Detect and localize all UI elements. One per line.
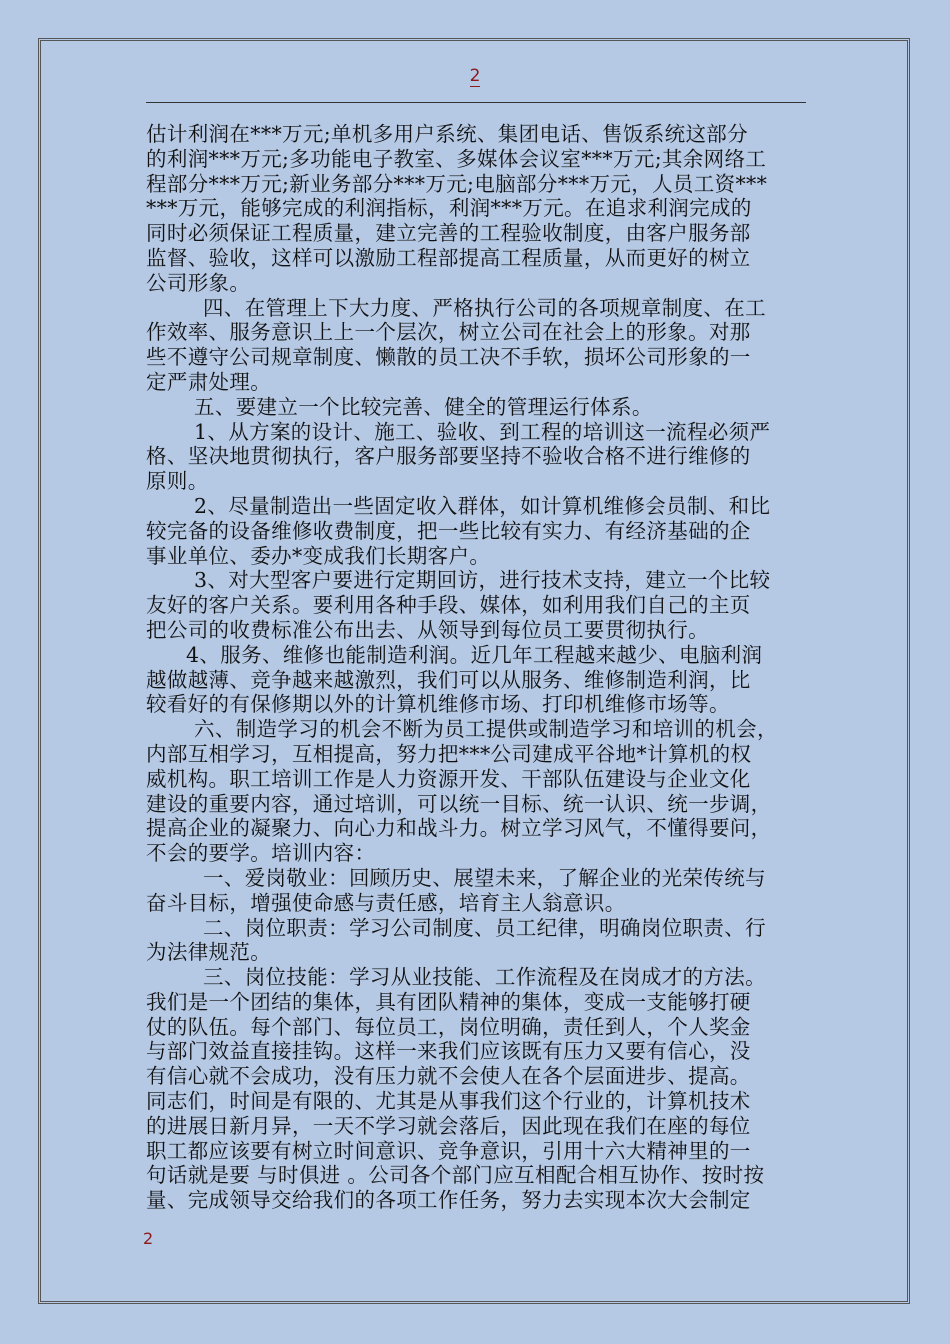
text-line: 4、服务、维修也能制造利润。近几年工程越来越少、电脑利润 xyxy=(186,642,763,667)
text-line: 有信心就不会成功，没有压力就不会使人在各个层面进步、提高。 xyxy=(146,1064,751,1089)
text-line: 与部门效益直接挂钩。这样一来我们应该既有压力又要有信心，没 xyxy=(146,1039,751,1064)
text-line: 把公司的收费标准公布出去、从领导到每位员工要贯彻执行。 xyxy=(146,617,709,642)
text-line: 些不遵守公司规章制度、懒散的员工决不手软，损坏公司形象的一 xyxy=(146,345,751,370)
text-line: 不会的要学。培训内容： xyxy=(146,841,376,866)
text-line: 的进展日新月异，一天不学习就会落后，因此现在我们在座的每位 xyxy=(146,1113,751,1138)
text-line: 定严肃处理。 xyxy=(146,369,272,394)
text-line: 监督、验收，这样可以激励工程部提高工程质量，从而更好的树立 xyxy=(146,245,751,270)
text-line: 五、要建立一个比较完善、健全的管理运行体系。 xyxy=(194,394,653,419)
text-line: 句话就是要 与时俱进 。公司各个部门应互相配合相互协作、按时按 xyxy=(146,1163,765,1188)
text-line: 威机构。职工培训工作是人力资源开发、干部队伍建设与企业文化 xyxy=(146,766,751,791)
text-line: ***万元，能够完成的利润指标，利润***万元。在追求利润完成的 xyxy=(146,196,752,221)
text-line: 1、从方案的设计、施工、验收、到工程的培训这一流程必须严 xyxy=(194,419,771,444)
text-line: 我们是一个团结的集体，具有团队精神的集体，变成一支能够打硬 xyxy=(146,989,751,1014)
text-line: 的利润***万元;多功能电子教室、多媒体会议室***万元;其余网络工 xyxy=(146,146,767,171)
text-line: 提高企业的凝聚力、向心力和战斗力。树立学习风气，不懂得要问， xyxy=(146,816,772,841)
header-rule xyxy=(146,102,806,103)
text-line: 格、坚决地贯彻执行，客户服务部要坚持不验收合格不进行维修的 xyxy=(146,444,751,469)
text-line: 2、尽量制造出一些固定收入群体，如计算机维修会员制、和比 xyxy=(194,493,771,518)
text-line: 仗的队伍。每个部门、每位员工，岗位明确，责任到人，个人奖金 xyxy=(146,1014,751,1039)
text-line: 为法律规范。 xyxy=(146,940,272,965)
text-line: 内部互相学习，互相提高，努力把***公司建成平谷地*计算机的权 xyxy=(146,741,752,766)
text-line: 公司形象。 xyxy=(146,270,251,295)
text-line: 程部分***万元;新业务部分***万元;电脑部分***万元，人员工资*** xyxy=(146,171,768,196)
text-line: 三、岗位技能：学习从业技能、工作流程及在岗成才的方法。 xyxy=(203,965,766,990)
text-line: 同时必须保证工程质量，建立完善的工程验收制度，由客户服务部 xyxy=(146,221,751,246)
text-line: 职工都应该要有树立时间意识、竞争意识，引用十六大精神里的一 xyxy=(146,1138,751,1163)
text-line: 奋斗目标，增强使命感与责任感，培育主人翁意识。 xyxy=(146,890,626,915)
text-line: 量、完成领导交给我们的各项工作任务，努力去实现本次大会制定 xyxy=(146,1188,751,1213)
document-body xyxy=(146,122,810,1213)
text-line: 作效率、服务意识上上一个层次，树立公司在社会上的形象。对那 xyxy=(146,320,751,345)
text-line: 友好的客户关系。要利用各种手段、媒体，如利用我们自己的主页 xyxy=(146,593,751,618)
text-line: 越做越薄、竞争越来越激烈，我们可以从服务、维修制造利润，比 xyxy=(146,667,751,692)
text-line: 原则。 xyxy=(146,469,209,494)
text-line: 3、对大型客户要进行定期回访，进行技术支持，建立一个比较 xyxy=(194,568,771,593)
text-line: 四、在管理上下大力度、严格执行公司的各项规章制度、在工 xyxy=(203,295,766,320)
text-line: 建设的重要内容，通过培训，可以统一目标、统一认识、统一步调， xyxy=(146,791,772,816)
text-line: 较完备的设备维修收费制度，把一些比较有实力、有经济基础的企 xyxy=(146,518,751,543)
text-line: 六、制造学习的机会不断为员工提供或制造学习和培训的机会， xyxy=(194,717,778,742)
text-line: 一、爱岗敬业：回顾历史、展望未来，了解企业的光荣传统与 xyxy=(203,865,766,890)
header-page-number-underline xyxy=(470,86,480,87)
text-line: 事业单位、委办*变成我们长期客户。 xyxy=(146,543,491,568)
text-line: 二、岗位职责：学习公司制度、员工纪律，明确岗位职责、行 xyxy=(203,915,766,940)
text-line: 较看好的有保修期以外的计算机维修市场、打印机维修市场等。 xyxy=(146,692,730,717)
text-line: 同志们，时间是有限的、尤其是从事我们这个行业的，计算机技术 xyxy=(146,1089,751,1114)
footer-page-number: 2 xyxy=(143,1229,154,1248)
text-line: 估计利润在***万元;单机多用户系统、集团电话、售饭系统这部分 xyxy=(146,122,749,146)
header-page-number: 2 xyxy=(469,66,481,86)
